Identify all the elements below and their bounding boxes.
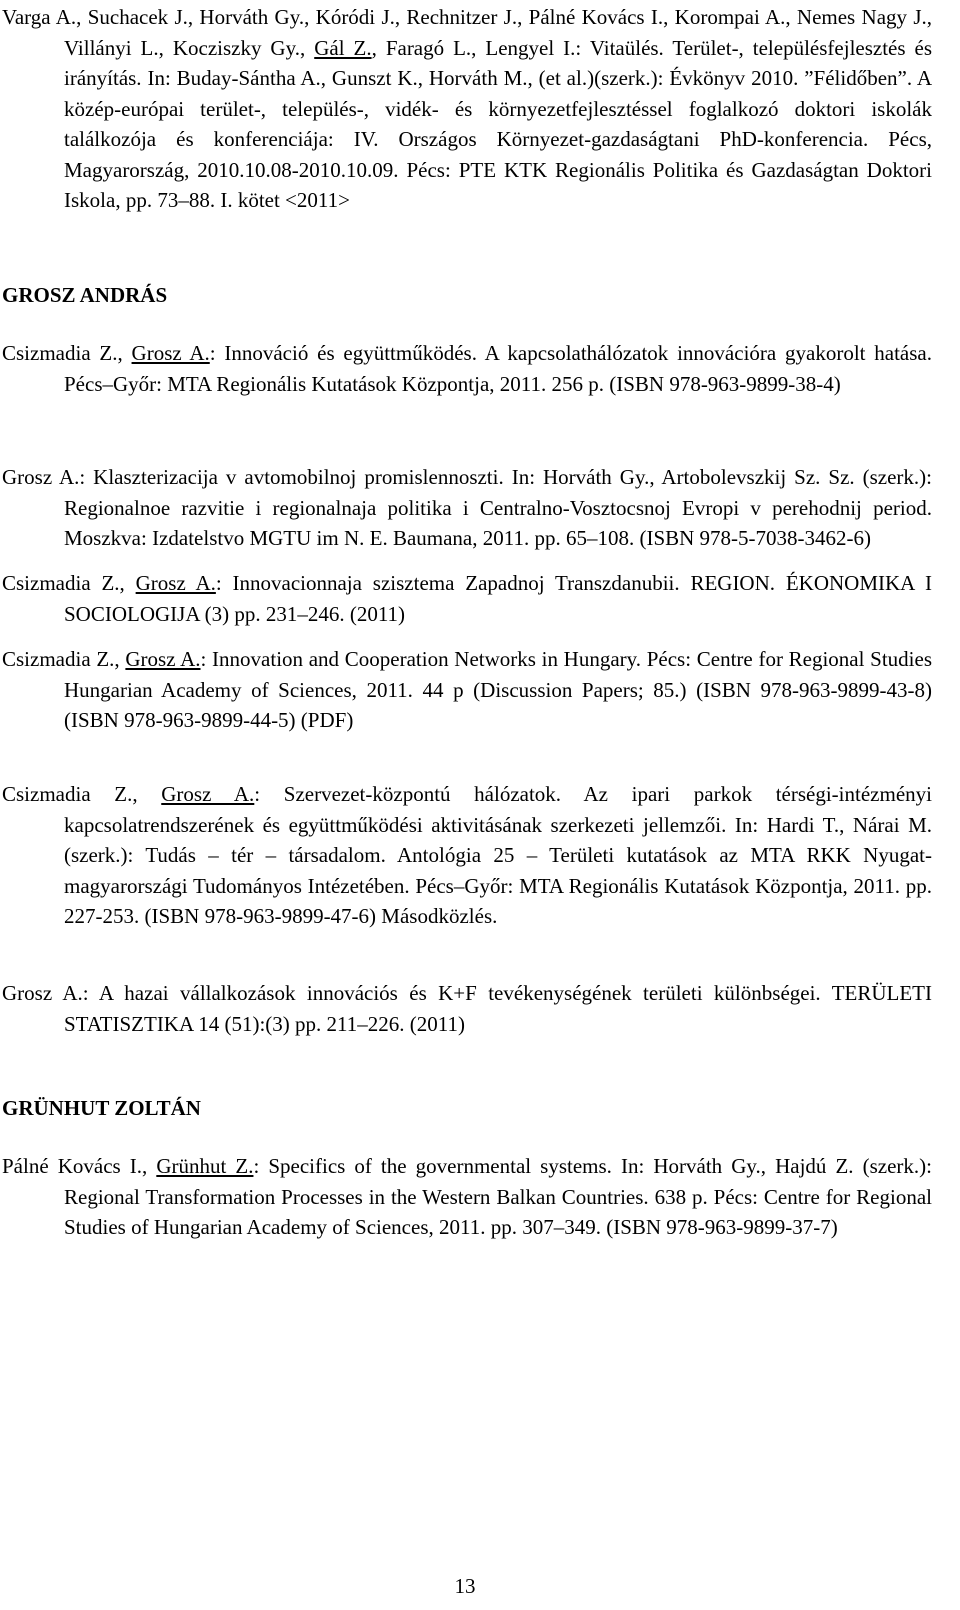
reference-details: : Innovacionnaja szisztema Zapadnoj Transzdanubii. REGION. ÉKONOMIKA I SOCIOLOGIJA (3) pp. 231‒246. (2011) (64, 571, 932, 626)
reference-entry (2, 644, 932, 736)
reference-entry (2, 568, 932, 629)
reference-authors: Csizmadia Z., (2, 647, 126, 671)
reference-text: Grosz A.: Klaszterizacija v avtomobilnoj promislennoszti. In: Horváth Gy., Artobolevszkij Sz. Sz. (szerk.): Regionalnoe razvitie i regionalnaja politika i Centralno-Vosztocsnoj Evropi v perehodnij period. Moszkva: Izdatelstvo MGTU im N. E. Baumana, 2011. pp. 65‒108. (ISBN 978-5-7038-3462-6) (2, 465, 932, 550)
reference-details: : Specifics of the governmental systems. In: Horváth Gy., Hajdú Z. (szerk.): Regional Transformation Processes in the Western Balkan Countries. 638 p. Pécs: Centre for Regional Studies of Hungarian Academy of Sciences, 2011. pp. 307‒349. (ISBN 978-963-9899-37-7) (64, 1154, 932, 1239)
reference-authors: Csizmadia Z., (2, 782, 162, 806)
reference-entry (2, 1151, 932, 1243)
reference-entry (2, 978, 932, 1039)
reference-highlighted-author: Grosz A. (135, 571, 216, 595)
reference-highlighted-author: Grünhut Z. (156, 1154, 254, 1178)
reference-text: Grosz A.: A hazai vállalkozások innovációs és K+F tevékenységének területi különbségei. TERÜLETI STATISZTIKA 14 (51):(3) pp. 211‒226. (2011) (2, 981, 932, 1036)
reference-authors: Csizmadia Z., (2, 341, 132, 365)
reference-highlighted-author: Gál Z. (314, 35, 372, 60)
page-number: 13 (454, 1574, 476, 1598)
reference-highlighted-author: Grosz A. (125, 647, 201, 671)
reference-details: : Innovation and Cooperation Networks in Hungary. Pécs: Centre for Regional Studies Hungarian Academy of Sciences, 2011. 44 p (Discussion Papers; 85.) (ISBN 978-963-9899-43-8) (ISBN 978-963-9899-44-5) (PDF) (64, 647, 932, 732)
reference-authors: Pálné Kovács I., (2, 1154, 157, 1178)
reference-entry (2, 462, 932, 554)
reference-entry (2, 338, 932, 399)
reference-authors: Varga A., Suchacek J., Horváth Gy., Kóródi J., Rechnitzer J., Pálné Kovács I., Korompai A., Nemes Nagy J., Villányi L., Kocziszky Gy., (2, 5, 932, 60)
reference-entry (2, 779, 932, 932)
reference-details: : Szervezet-központú hálózatok. Az ipari parkok térségi-intézményi kapcsolatrendszerének és együttműködési aktivitásának szerkezeti jellemzői. In: Hardi T., Nárai M. (szerk.): Tudás ‒ tér ‒ társadalom. Antológia 25 ‒ Területi kutatások az MTA RKK Nyugat-magyarországi Tudományos Intézetében. Pécs‒Győr: MTA Regionális Kutatások Központja, 2011. pp. 227-253. (ISBN 978-963-9899-47-6) Másodközlés. (64, 782, 932, 928)
section-heading-grosz: GROSZ ANDRÁS (2, 283, 168, 307)
reference-authors: Csizmadia Z., (2, 571, 136, 595)
reference-entry (2, 2, 932, 216)
reference-details: : Innováció és együttműködés. A kapcsolathálózatok innovációra gyakorolt hatása. Pécs‒Győr: MTA Regionális Kutatások Központja, 2011. 256 p. (ISBN 978-963-9899-38-4) (64, 341, 932, 396)
reference-highlighted-author: Grosz A. (131, 341, 210, 365)
reference-highlighted-author: Grosz A. (161, 782, 255, 806)
reference-details: , Faragó L., Lengyel I.: Vitaülés. Terület-, településfejlesztés és irányítás. In: Buday-Sántha A., Gunszt K., Horváth M., (et al.)(szerk.): Évkönyv 2010. ”Félidőben”. A közép-európai terület-, település-, vidék- és környezetfejlesztéssel foglalkozó doktori iskolák találkozója és konferenciája: IV. Országos Környezet-gazdaságtani PhD-konferencia. Pécs, Magyarország, 2010.10.08-2010.10.09. Pécs: PTE KTK Regionális Politika és Gazdaságtan Doktori Iskola, pp. 73‒88. I. kötet <2011> (64, 35, 933, 212)
section-heading-grunhut: GRÜNHUT ZOLTÁN (2, 1096, 201, 1120)
